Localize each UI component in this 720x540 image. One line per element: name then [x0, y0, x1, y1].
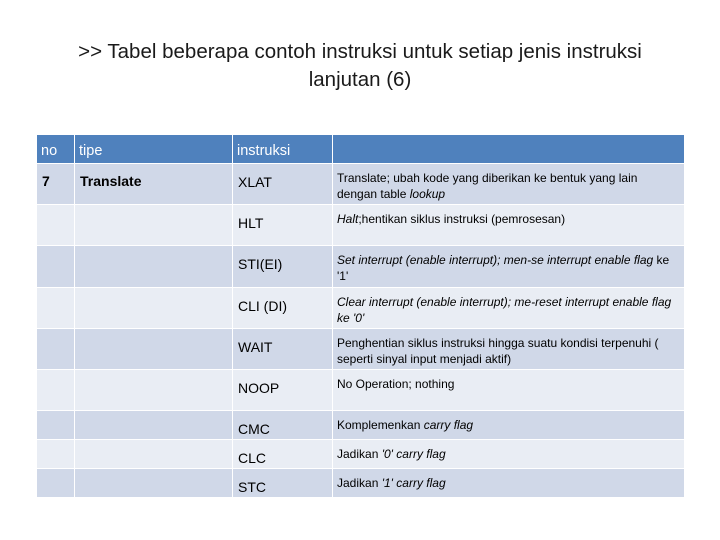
cell-instruksi: NOOP	[233, 370, 333, 411]
cell-no	[37, 370, 75, 411]
description-text: Clear interrupt (enable interrupt); me-reset interrupt enable flag ke '0'	[337, 295, 672, 325]
cell-tipe	[75, 411, 233, 440]
header-no: no	[37, 135, 75, 164]
table-body	[37, 164, 685, 498]
cell-instruksi: STI(EI)	[233, 246, 333, 288]
description-text: Komplemenkan	[337, 418, 424, 432]
cell-no	[37, 329, 75, 370]
cell-description	[333, 411, 685, 440]
header-description	[333, 135, 685, 164]
description-text: Translate; ubah kode yang diberikan ke bentuk yang lain dengan table	[337, 171, 638, 201]
description-text: Halt	[337, 212, 359, 226]
cell-tipe	[75, 205, 233, 246]
table-row	[37, 440, 685, 469]
cell-instruksi: XLAT	[233, 164, 333, 205]
description-text: carry flag	[423, 418, 474, 432]
cell-tipe	[75, 469, 233, 498]
description-text: Set interrupt (enable interrupt); men-se interrupt enable flag	[337, 253, 654, 267]
header-instruksi: instruksi	[233, 135, 333, 164]
cell-description	[333, 205, 685, 246]
cell-description	[333, 440, 685, 469]
cell-instruksi: WAIT	[233, 329, 333, 370]
description-text: ;hentikan siklus instruksi (pemrosesan)	[358, 212, 566, 226]
instruction-table	[36, 134, 685, 498]
cell-instruksi: CMC	[233, 411, 333, 440]
cell-no	[37, 246, 75, 288]
cell-no	[37, 205, 75, 246]
cell-tipe	[75, 329, 233, 370]
cell-description	[333, 469, 685, 498]
table-header-row	[37, 135, 685, 164]
table-row	[37, 411, 685, 440]
cell-instruksi: CLC	[233, 440, 333, 469]
table-row	[37, 370, 685, 411]
cell-description	[333, 246, 685, 288]
cell-tipe: Translate	[75, 164, 233, 205]
cell-no: 7	[37, 164, 75, 205]
cell-instruksi: HLT	[233, 205, 333, 246]
cell-no	[37, 440, 75, 469]
table-row	[37, 205, 685, 246]
header-tipe: tipe	[75, 135, 233, 164]
cell-description	[333, 329, 685, 370]
cell-description	[333, 288, 685, 329]
table-row	[37, 164, 685, 205]
title-line-2: lanjutan (6)	[308, 68, 412, 91]
title-line-1: >> Tabel beberapa contoh instruksi untuk setiap jenis instruksi	[78, 40, 642, 63]
description-text: ke '1'	[337, 253, 670, 283]
cell-instruksi: STC	[233, 469, 333, 498]
cell-instruksi: CLI (DI)	[233, 288, 333, 329]
cell-tipe	[75, 370, 233, 411]
table-row	[37, 329, 685, 370]
cell-tipe	[75, 440, 233, 469]
cell-no	[37, 469, 75, 498]
table-row	[37, 246, 685, 288]
table-row	[37, 469, 685, 498]
cell-tipe	[75, 288, 233, 329]
cell-description	[333, 370, 685, 411]
table-row	[37, 288, 685, 329]
cell-no	[37, 288, 75, 329]
description-text: '0' carry flag	[381, 447, 446, 461]
description-text: Penghentian siklus instruksi hingga suatu kondisi terpenuhi ( seperti sinyal input menjadi aktif)	[337, 336, 659, 366]
cell-description	[333, 164, 685, 205]
cell-no	[37, 411, 75, 440]
description-text: lookup	[409, 187, 446, 201]
slide-title	[30, 38, 690, 94]
description-text: Jadikan	[337, 447, 382, 461]
description-text: No Operation; nothing	[337, 377, 455, 391]
description-text: '1' carry flag	[381, 476, 446, 490]
cell-tipe	[75, 246, 233, 288]
description-text: Jadikan	[337, 476, 382, 490]
